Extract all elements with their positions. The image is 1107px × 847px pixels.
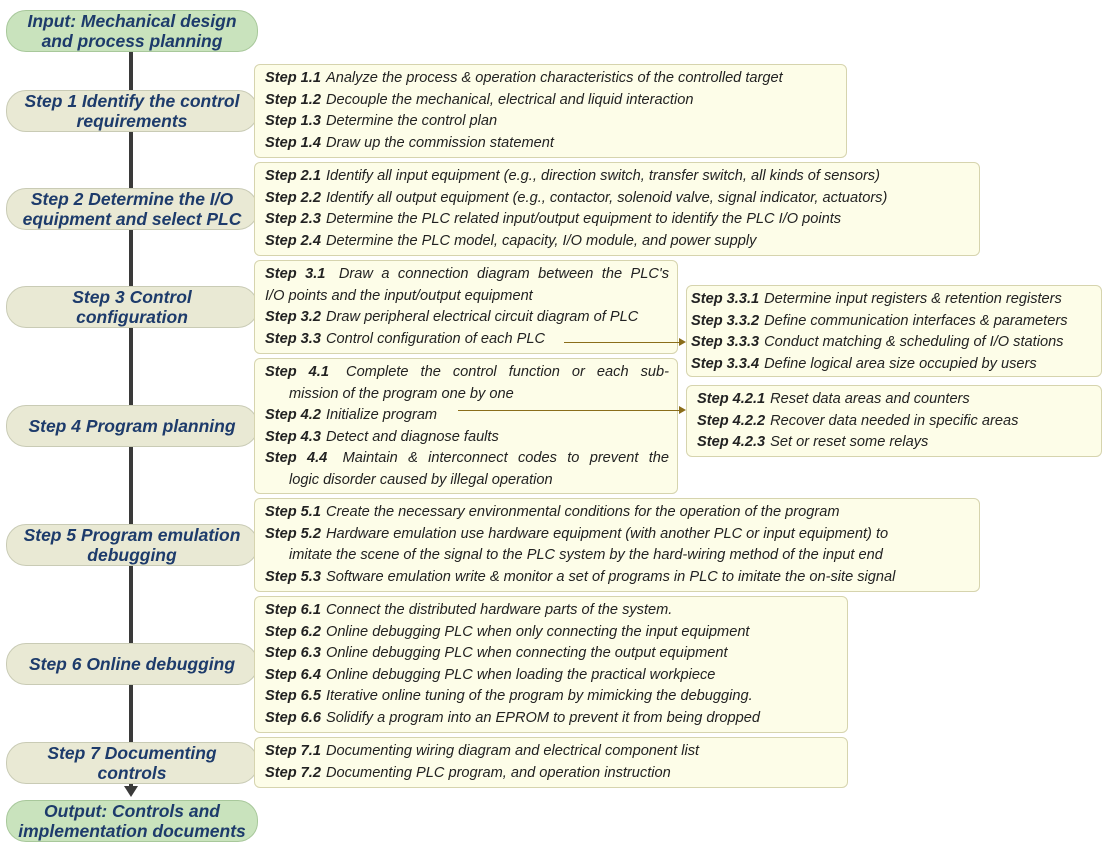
substep: Step 5.2 Hardware emulation use hardware equipment (with another PLC or input equipment) to xyxy=(265,525,889,542)
substep: Step 1.2 Decouple the mechanical, electrical and liquid interaction xyxy=(265,91,694,108)
substep: Step 5.3 Software emulation write & monitor a set of programs in PLC to imitate the on-site signal xyxy=(265,568,896,585)
output-label: Output: Controls and implementation documents xyxy=(18,801,246,841)
substep-continuation: imitate the scene of the signal to the PLC system by the hard-wiring method of the input end xyxy=(289,547,883,563)
step-5-title: Step 5 Program emulation debugging xyxy=(23,525,241,565)
step-2-node xyxy=(6,188,258,230)
substep: Step 4.3 Detect and diagnose faults xyxy=(265,428,499,445)
step-1-title: Step 1 Identify the control requirements xyxy=(24,91,240,131)
step-2-title: Step 2 Determine the I/O equipment and select PLC xyxy=(22,189,242,229)
substep-continuation: I/O points and the input/output equipment xyxy=(265,287,533,304)
step-6-title: Step 6 Online debugging xyxy=(28,654,236,674)
step-3-node xyxy=(6,286,258,328)
input-node xyxy=(6,10,258,52)
connector-3-3 xyxy=(564,342,679,343)
substep: Step 2.2 Identify all output equipment (e.g., contactor, solenoid valve, signal indicator, actuators) xyxy=(265,189,888,206)
substep: Step 4.2 Initialize program xyxy=(265,407,438,423)
substep: Step 6.2 Online debugging PLC when only connecting the input equipment xyxy=(265,623,750,640)
input-label: Input: Mechanical design and process planning xyxy=(27,11,237,51)
step-7-details xyxy=(254,737,848,788)
substep: Step 2.3 Determine the PLC related input/output equipment to identify the PLC I/O points xyxy=(265,211,842,227)
output-node xyxy=(6,800,258,842)
substep: Step 3.3.1 Determine input registers & retention registers xyxy=(691,291,1062,307)
substep: Step 4.2.3 Set or reset some relays xyxy=(697,434,929,450)
substep-continuation: mission of the program one by one xyxy=(289,385,514,402)
step-3-details xyxy=(254,260,678,354)
step-1-details xyxy=(254,64,847,158)
connector-4-2 xyxy=(458,410,679,411)
substep: Step 3.2 Draw peripheral electrical circuit diagram of PLC xyxy=(265,309,639,325)
step-7-node xyxy=(6,742,258,784)
substep: Step 2.1 Identify all input equipment (e.g., direction switch, transfer switch, all kinds of sensors) xyxy=(265,168,880,184)
substep: Step 3.3.4 Define logical area size occupied by users xyxy=(691,355,1037,372)
step-5-node xyxy=(6,524,258,566)
step-3-title: Step 3 Control configuration xyxy=(72,287,192,327)
step-2-details xyxy=(254,162,980,256)
substep-continuation: logic disorder caused by illegal operation xyxy=(289,471,553,488)
step-4-title: Step 4 Program planning xyxy=(28,416,236,436)
substep: Step 4.2.2 Recover data needed in specific areas xyxy=(697,412,1019,429)
step-6-node xyxy=(6,643,258,685)
substep: Step 5.1 Create the necessary environmental conditions for the operation of the program xyxy=(265,504,840,520)
substep: Step 6.4 Online debugging PLC when loading the practical workpiece xyxy=(265,666,716,683)
substep: Step 7.2 Documenting PLC program, and operation instruction xyxy=(265,764,671,781)
substep: Step 4.2.1 Reset data areas and counters xyxy=(697,391,970,407)
substep: Step 1.1 Analyze the process & operation characteristics of the controlled target xyxy=(265,70,783,86)
substep: Step 3.3.2 Define communication interfaces & parameters xyxy=(691,312,1068,329)
step-5-details xyxy=(254,498,980,592)
substep: Step 1.4 Draw up the commission statement xyxy=(265,134,554,151)
step-4-details xyxy=(254,358,678,494)
step-3-3-details xyxy=(686,285,1102,377)
flow-arrowhead xyxy=(124,786,138,797)
step-1-node xyxy=(6,90,258,132)
substep: Step 7.1 Documenting wiring diagram and electrical component list xyxy=(265,743,700,759)
connector-4-2-arrow xyxy=(679,406,686,414)
substep: Step 6.6 Solidify a program into an EPROM to prevent it from being dropped xyxy=(265,709,760,726)
step-7-title: Step 7 Documenting controls xyxy=(47,743,217,783)
step-6-details xyxy=(254,596,848,733)
substep: Step 2.4 Determine the PLC model, capacity, I/O module, and power supply xyxy=(265,232,757,249)
substep: Step 6.3 Online debugging PLC when connecting the output equipment xyxy=(265,645,728,661)
substep: Step 3.1 Draw a connection diagram between the PLC's xyxy=(265,266,670,282)
substep: Step 3.3 Control configuration of each PLC xyxy=(265,330,546,347)
substep: Step 3.3.3 Conduct matching & scheduling of I/O stations xyxy=(691,334,1064,350)
connector-3-3-arrow xyxy=(679,338,686,346)
step-4-2-details xyxy=(686,385,1102,457)
substep: Step 1.3 Determine the control plan xyxy=(265,113,498,129)
substep: Step 4.1 Complete the control function or each sub- xyxy=(265,364,669,380)
substep: Step 6.1 Connect the distributed hardware parts of the system. xyxy=(265,602,673,618)
substep: Step 4.4 Maintain & interconnect codes to prevent the xyxy=(265,450,669,466)
step-4-node xyxy=(6,405,258,447)
substep: Step 6.5 Iterative online tuning of the program by mimicking the debugging. xyxy=(265,688,753,704)
